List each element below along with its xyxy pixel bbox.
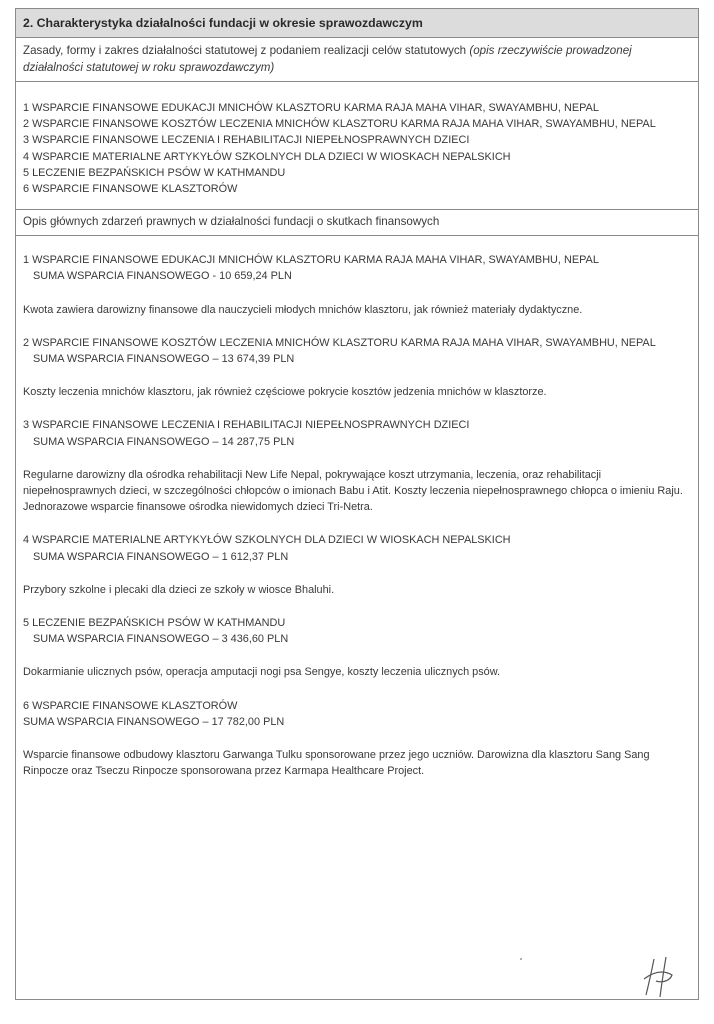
event-title: 3 WSPARCIE FINANSOWE LECZENIA I REHABILITACJI NIEPEŁNOSPRAWNYCH DZIECI: [23, 419, 470, 432]
event-sum: SUMA WSPARCIA FINANSOWEGO - 10 659,24 PLN: [33, 270, 292, 283]
legal-events-header: Opis głównych zdarzeń prawnych w działalności fundacji o skutkach finansowych: [16, 210, 698, 236]
event-description: Przybory szkolne i plecaki dla dzieci ze szkoły w wiosce Bhaluhi.: [23, 583, 335, 596]
activity-item: 5 LECZENIE BEZPAŃSKICH PSÓW W KATHMANDU: [23, 166, 286, 179]
event-sum: SUMA WSPARCIA FINANSOWEGO – 17 782,00 PLN: [23, 715, 285, 728]
event-item: [23, 417, 691, 449]
section-title: 2. Charakterystyka działalności fundacji w okresie sprawozdawczym: [16, 9, 698, 38]
statutory-activity-header: [16, 38, 698, 82]
activity-item: 6 WSPARCIE FINANSOWE KLASZTORÓW: [23, 183, 238, 196]
event-description: Dokarmianie ulicznych psów, operacja amputacji nogi psa Sengye, koszty leczenia ulicznych psów.: [23, 666, 501, 679]
event-description: Koszty leczenia mnichów klasztoru, jak również częściowe pokrycie kosztów jedzenia mnichów w klasztorze.: [23, 386, 547, 399]
activity-item: 4 WSPARCIE MATERIALNE ARTYKYŁÓW SZKOLNYCH DLA DZIECI W WIOSKACH NEPALSKICH: [23, 150, 511, 163]
event-item: [23, 615, 691, 647]
signature-initial-icon: [640, 955, 676, 1004]
legal-events-body: [16, 236, 698, 779]
event-title: 6 WSPARCIE FINANSOWE KLASZTORÓW: [23, 699, 238, 712]
event-item: [23, 698, 691, 730]
statutory-activity-header-note: (opis rzeczywiście prowadzonej działalności statutowej w roku sprawozdawczym): [23, 44, 632, 74]
event-description: Regularne darowizny dla ośrodka rehabilitacji New Life Nepal, pokrywające koszt utrzymania, leczenia, oraz rehabilitacji niepełnosprawnych dzieci, w szczególności chłopców o imionach Babu i Atit. Koszty leczenia niepełnosprawnego chłopca o imieniu Raju. Jednorazowe wsparcie finansowe ośrodka niewidomych dzieci Tri-Netra.: [23, 468, 683, 514]
ink-dot: [520, 958, 522, 960]
activity-item: 1 WSPARCIE FINANSOWE EDUKACJI MNICHÓW KLASZTORU KARMA RAJA MAHA VIHAR, SWAYAMBHU, NEPAL: [23, 102, 599, 114]
event-title: 5 LECZENIE BEZPAŃSKICH PSÓW W KATHMANDU: [23, 617, 286, 630]
event-item: [23, 252, 691, 284]
event-sum: SUMA WSPARCIA FINANSOWEGO – 3 436,60 PLN: [33, 633, 289, 646]
activity-list: [16, 82, 698, 210]
statutory-activity-header-text: Zasady, formy i zakres działalności statutowej z podaniem realizacji celów statutowych: [23, 44, 470, 57]
event-item: [23, 532, 691, 564]
activity-item: 3 WSPARCIE FINANSOWE LECZENIA I REHABILITACJI NIEPEŁNOSPRAWNYCH DZIECI: [23, 134, 470, 147]
activity-item: 2 WSPARCIE FINANSOWE KOSZTÓW LECZENIA MNICHÓW KLASZTORU KARMA RAJA MAHA VIHAR, SWAYAMBHU, NEPAL: [23, 118, 656, 131]
event-sum: SUMA WSPARCIA FINANSOWEGO – 13 674,39 PLN: [33, 353, 295, 366]
event-item: [23, 335, 691, 367]
event-title: 1 WSPARCIE FINANSOWE EDUKACJI MNICHÓW KLASZTORU KARMA RAJA MAHA VIHAR, SWAYAMBHU, NEPAL: [23, 254, 599, 267]
event-sum: SUMA WSPARCIA FINANSOWEGO – 1 612,37 PLN: [33, 550, 289, 563]
report-frame: [15, 8, 699, 1000]
event-title: 2 WSPARCIE FINANSOWE KOSZTÓW LECZENIA MNICHÓW KLASZTORU KARMA RAJA MAHA VIHAR, SWAYAMBHU, NEPAL: [23, 336, 656, 349]
event-description: Kwota zawiera darowizny finansowe dla nauczycieli młodych mnichów klasztoru, jak również materiały dydaktyczne.: [23, 303, 583, 316]
event-sum: SUMA WSPARCIA FINANSOWEGO – 14 287,75 PLN: [33, 435, 295, 448]
event-description: Wsparcie finansowe odbudowy klasztoru Garwanga Tulku sponsorowane przez jego uczniów. Darowizna dla klasztoru Sang Sang Rinpocze oraz Tseczu Rinpocze sponsorowana przez Karmapa Healthcare Project.: [23, 749, 650, 778]
event-title: 4 WSPARCIE MATERIALNE ARTYKYŁÓW SZKOLNYCH DLA DZIECI W WIOSKACH NEPALSKICH: [23, 534, 511, 547]
